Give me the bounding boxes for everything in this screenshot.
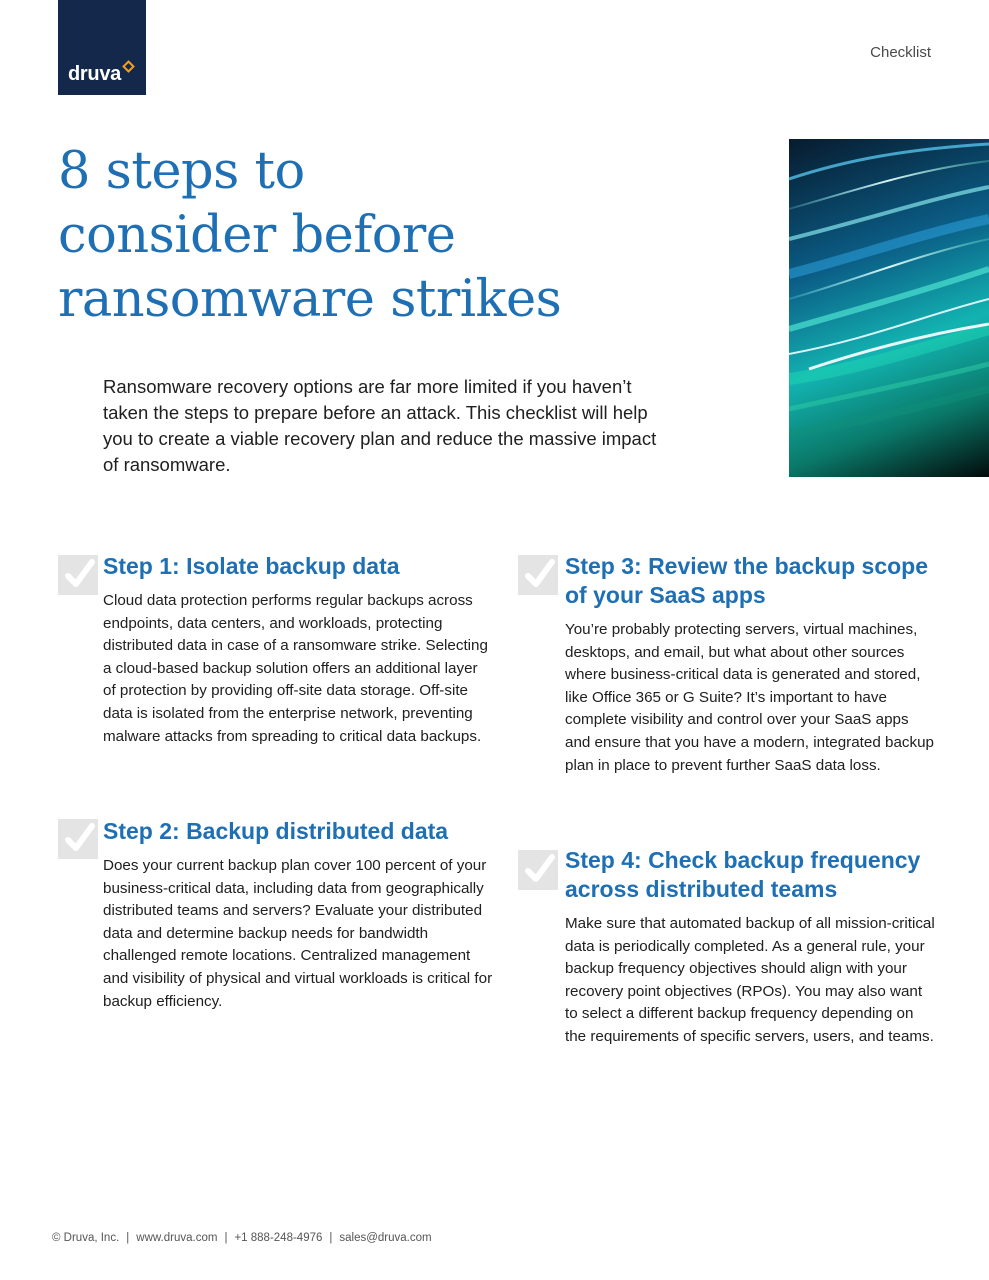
title-line-1: 8 steps to	[58, 142, 305, 201]
title-line-3: ransomware strikes	[58, 270, 562, 329]
light-streaks-graphic	[789, 139, 989, 477]
step-1-checkbox-icon	[58, 555, 98, 595]
title-line-2: consider before	[58, 206, 456, 265]
step-3-body: You’re probably protecting servers, virtual machines, desktops, and email, but what about other sources where business-critical data is generated and stored, like Office 365 or G Suite? It’s important to have complete visibility and control over your SaaS apps and ensure that you have a modern, integrated backup plan in place to prevent further SaaS data loss.	[565, 621, 934, 774]
step-4-heading: Step 4: Check backup frequency across distributed teams	[565, 847, 921, 902]
footer-website-link[interactable]: www.druva.com	[136, 1232, 218, 1244]
step-1	[103, 552, 493, 748]
step-4	[565, 846, 935, 1049]
intro-paragraph: Ransomware recovery options are far more limited if you haven’t taken the steps to prepare before an attack. This checklist will help you to create a viable recovery plan and reduce the massive impact of ransomware.	[103, 376, 657, 475]
checkmark-icon	[522, 558, 556, 592]
step-2-body: Does your current backup plan cover 100 percent of your business-critical data, including data from geographically distributed teams and servers? Evaluate your distributed data and determine backup needs for bandwidth challenged remote locations. Centralized management and visibility of physical and virtual workloads is critical for backup efficiency.	[103, 857, 493, 1010]
hero-light-streaks-image	[789, 139, 989, 477]
step-4-body: Make sure that automated backup of all mission-critical data is periodically completed. As a general rule, your backup frequency objectives should align with your recovery point objectives (RPOs). You may also want to select a different backup frequency depending on the requirements of specific servers, users, and teams.	[565, 915, 935, 1045]
step-3	[565, 552, 935, 777]
footer-phone: +1 888-248-4976	[234, 1232, 323, 1244]
footer: © Druva, Inc. | www.druva.com | +1 888-248-4976 | sales@druva.com	[52, 1232, 432, 1244]
checkmark-icon	[62, 822, 96, 856]
logo-text: druva	[68, 63, 121, 85]
step-3-heading: Step 3: Review the backup scope of your SaaS apps	[565, 553, 929, 608]
document-type-label: Checklist	[870, 44, 931, 61]
step-3-checkbox-icon	[518, 555, 558, 595]
footer-email-link[interactable]: sales@druva.com	[339, 1232, 432, 1244]
step-1-body: Cloud data protection performs regular backups across endpoints, data centers, and workloads, protecting distributed data in case of a ransomware strike. Selecting a cloud-based backup solution offers an additional layer of protection by providing off-site data storage. Off-site data is isolated from the enterprise network, preventing malware attacks from spreading to critical data backups.	[103, 592, 488, 745]
checkmark-icon	[522, 853, 556, 887]
step-2-checkbox-icon	[58, 819, 98, 859]
druva-logo	[58, 0, 146, 95]
page-title	[58, 140, 678, 332]
step-1-heading: Step 1: Isolate backup data	[103, 553, 400, 579]
checkmark-icon	[62, 558, 96, 592]
step-4-checkbox-icon	[518, 850, 558, 890]
logo-diamond-icon	[122, 60, 135, 73]
step-2	[103, 817, 493, 1013]
footer-copyright: © Druva, Inc.	[52, 1232, 120, 1244]
step-2-heading: Step 2: Backup distributed data	[103, 818, 449, 844]
